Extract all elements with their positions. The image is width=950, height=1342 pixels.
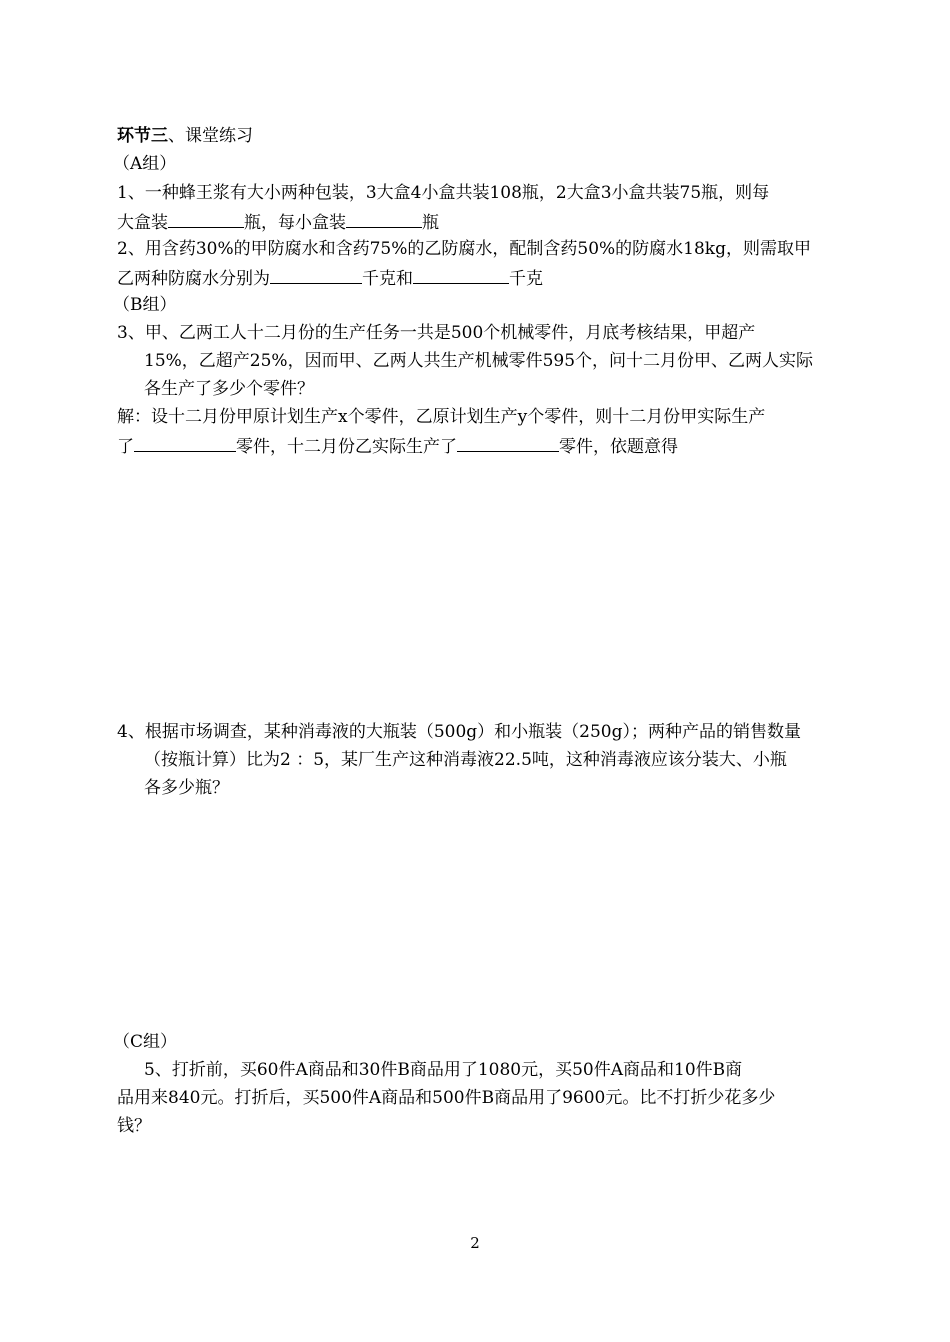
question-3-line-2: 15%，乙超产25%，因而甲、乙两人共生产机械零件595个，问十二月份甲、乙两人实际	[144, 351, 814, 371]
section-title-bold: 环节三	[117, 126, 168, 146]
q2-text-b: 千克和	[362, 269, 413, 289]
question-1-line-2	[117, 209, 439, 235]
question-4-line-1: 4、根据市场调查，某种消毒液的大瓶装（500g）和小瓶装（250g）；两种产品的销售数量	[117, 722, 801, 742]
sol-text-c: 零件，依题意得	[559, 437, 678, 457]
question-5-line-1: 5、打折前，买60件A商品和30件B商品用了1080元，买50件A商品和10件B商	[144, 1060, 743, 1080]
answer-blank[interactable]	[168, 209, 244, 228]
question-3-line-3: 各生产了多少个零件？	[144, 379, 314, 399]
answer-blank[interactable]	[413, 265, 509, 284]
answer-blank[interactable]	[270, 265, 362, 284]
section-title-rest: 、课堂练习	[168, 126, 253, 146]
question-5-line-2: 品用来840元。打折后，买500件A商品和500件B商品用了9600元。比不打折少花多少	[117, 1088, 776, 1108]
question-2-line-1: 2、用含药30%的甲防腐水和含药75%的乙防腐水，配制含药50%的防腐水18kg，则需取甲	[117, 239, 811, 259]
q1-text-c: 瓶	[422, 213, 439, 233]
group-a-label: （A组）	[113, 154, 177, 174]
sol-text-b: 零件，十二月份乙实际生产了	[236, 437, 457, 457]
solution-line-2	[117, 433, 678, 459]
answer-blank[interactable]	[346, 209, 422, 228]
answer-blank[interactable]	[457, 433, 559, 452]
group-c-label: （C组）	[113, 1032, 178, 1052]
sol-text-a: 了	[117, 437, 134, 457]
q2-text-a: 乙两种防腐水分别为	[117, 269, 270, 289]
question-4-line-3: 各多少瓶？	[144, 778, 229, 798]
section-title	[117, 124, 253, 148]
q2-text-c: 千克	[509, 269, 543, 289]
answer-blank[interactable]	[134, 433, 236, 452]
solution-line-1: 解：设十二月份甲原计划生产x个零件，乙原计划生产y个零件，则十二月份甲实际生产	[117, 407, 766, 427]
q1-text-b: 瓶，每小盒装	[244, 213, 346, 233]
question-2-line-2	[117, 265, 543, 291]
question-4-line-2: （按瓶计算）比为2 ：5，某厂生产这种消毒液22.5吨，这种消毒液应该分装大、小瓶	[144, 750, 787, 770]
group-b-label: （B组）	[113, 295, 177, 315]
question-5-line-3: 钱？	[117, 1116, 151, 1136]
q1-text-a: 大盒装	[117, 213, 168, 233]
question-1-line-1: 1、一种蜂王浆有大小两种包装，3大盒4小盒共装108瓶，2大盒3小盒共装75瓶，则每	[117, 183, 770, 203]
question-3-line-1: 3、甲、乙两工人十二月份的生产任务一共是500个机械零件，月底考核结果，甲超产	[117, 323, 756, 343]
page-number: 2	[470, 1234, 480, 1252]
